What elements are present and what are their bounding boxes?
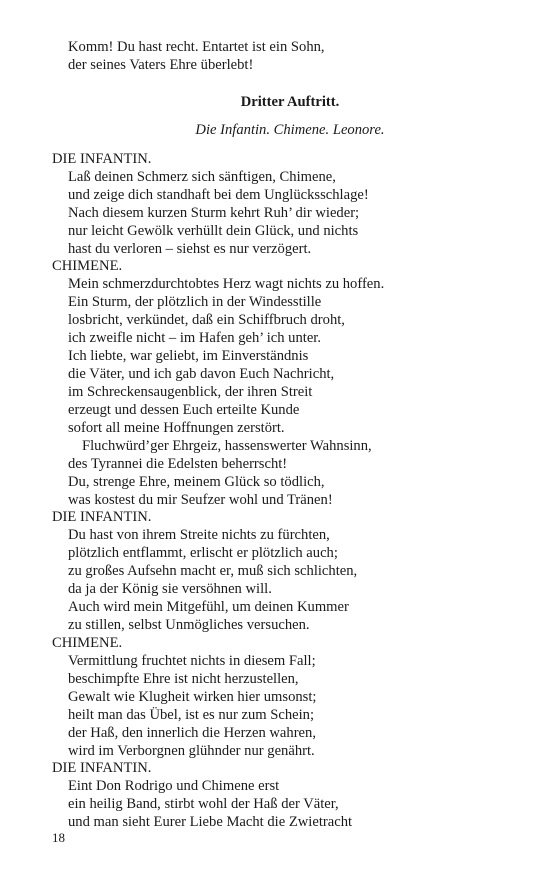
speaker-name: CHIMENE.: [52, 635, 123, 651]
verse-line: Du, strenge Ehre, meinem Glück so tödlich,: [68, 474, 325, 490]
verse-line: die Väter, und ich gab davon Euch Nachricht,: [68, 366, 335, 382]
verse-line: Vermittlung fruchtet nichts in diesem Fall;: [68, 653, 316, 669]
verse-line: im Schreckensaugenblick, der ihren Streit: [68, 384, 313, 400]
verse-line: Fluchwürd’ger Ehrgeiz, hassenswerter Wahnsinn,: [82, 438, 372, 454]
verse-line: was kostest du mir Seufzer wohl und Tränen!: [68, 492, 333, 508]
verse-line: zu stillen, selbst Unmögliches versuchen.: [68, 617, 310, 633]
verse-line: Nach diesem kurzen Sturm kehrt Ruh’ dir wieder;: [68, 205, 360, 221]
page-number: 18: [52, 830, 65, 845]
verse-line: Ein Sturm, der plötzlich in der Windesstille: [68, 294, 322, 310]
verse-line: Gewalt wie Klugheit wirken hier umsonst;: [68, 689, 317, 705]
verse-line: Mein schmerzdurchtobtes Herz wagt nichts zu hoffen.: [68, 276, 385, 292]
scene-heading: Dritter Auftritt.: [240, 94, 340, 110]
verse-line: Ich liebte, war geliebt, im Einverständnis: [68, 348, 309, 364]
verse-line: der seines Vaters Ehre überlebt!: [68, 57, 254, 73]
verse-line: Laß deinen Schmerz sich sänftigen, Chimene,: [68, 169, 336, 185]
verse-line: sofort all meine Hoffnungen zerstört.: [68, 420, 285, 436]
verse-line: wird im Verborgnen glühnder nur genährt.: [68, 743, 315, 759]
verse-line: da ja der König sie versöhnen will.: [68, 581, 272, 597]
verse-line: Komm! Du hast recht. Entartet ist ein Sohn,: [68, 39, 325, 55]
verse-line: ich zweifle nicht – im Hafen geh’ ich unter.: [68, 330, 321, 346]
stage-direction: Die Infantin. Chimene. Leonore.: [195, 122, 385, 138]
verse-line: Du hast von ihrem Streite nichts zu fürchten,: [68, 527, 330, 543]
verse-line: beschimpfte Ehre ist nicht herzustellen,: [68, 671, 299, 687]
verse-line: der Haß, den innerlich die Herzen wahren,: [68, 725, 316, 741]
verse-line: ein heilig Band, stirbt wohl der Haß der Väter,: [68, 796, 339, 812]
verse-line: und man sieht Eurer Liebe Macht die Zwietracht: [68, 814, 353, 830]
verse-line: nur leicht Gewölk verhüllt dein Glück, und nichts: [68, 223, 359, 239]
speaker-name: DIE INFANTIN.: [52, 509, 152, 525]
verse-line: und zeige dich standhaft bei dem Unglücksschlage!: [68, 187, 369, 203]
verse-line: Eint Don Rodrigo und Chimene erst: [68, 778, 280, 794]
speaker-name: CHIMENE.: [52, 258, 123, 274]
speaker-name: DIE INFANTIN.: [52, 760, 152, 776]
verse-line: zu großes Aufsehn macht er, muß sich schlichten,: [68, 563, 358, 579]
verse-line: plötzlich entflammt, erlischt er plötzlich auch;: [68, 545, 338, 561]
verse-line: Auch wird mein Mitgefühl, um deinen Kummer: [68, 599, 349, 615]
verse-line: hast du verloren – siehst es nur verzögert.: [68, 241, 312, 257]
verse-line: heilt man das Übel, ist es nur zum Schein;: [68, 707, 315, 723]
verse-line: losbricht, verkündet, daß ein Schiffbruch droht,: [68, 312, 345, 328]
speaker-name: DIE INFANTIN.: [52, 151, 152, 167]
verse-line: des Tyrannei die Edelsten beherrscht!: [68, 456, 288, 472]
verse-line: erzeugt und dessen Euch erteilte Kunde: [68, 402, 300, 418]
